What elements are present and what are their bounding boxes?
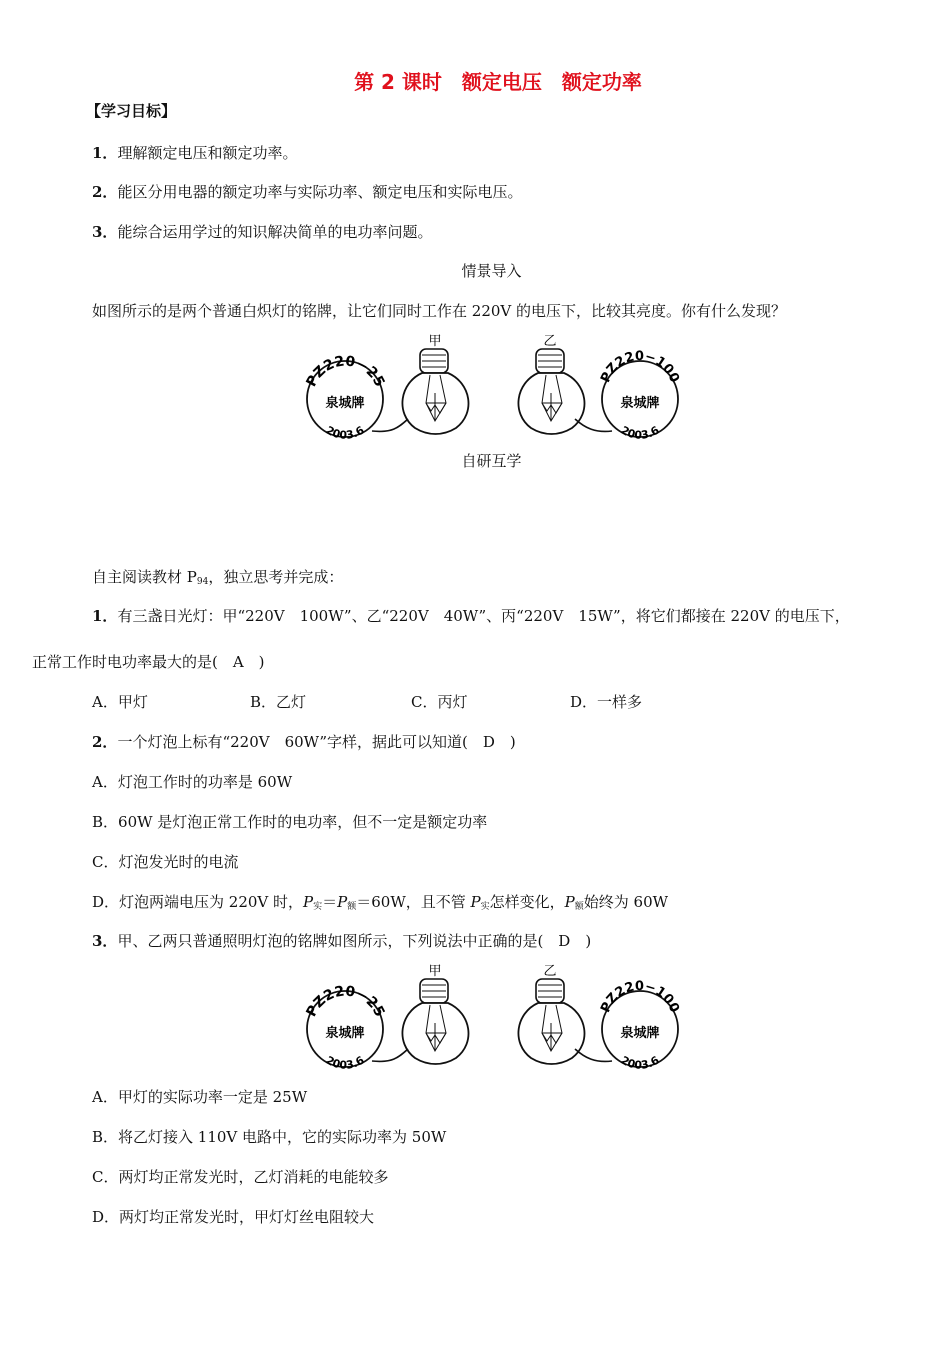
seal-a-model-2: PZ220−25 bbox=[303, 983, 388, 1020]
seal-a-date: 2003.6 bbox=[323, 423, 367, 442]
bulb-a-label-2: 甲 bbox=[428, 964, 442, 979]
objectives-header: 【学习目标】 bbox=[86, 102, 177, 120]
seal-b-model-2: PZ220−100 bbox=[598, 978, 682, 1016]
bulb-b-label: 乙 bbox=[543, 334, 557, 349]
q2-option-b: B．60W 是灯泡正常工作时的电功率，但不一定是额定功率 bbox=[92, 813, 488, 831]
seal-a-model: PZ220−25 bbox=[303, 353, 388, 390]
q1-stem-line2: 正常工作时电功率最大的是( A ) bbox=[32, 653, 265, 671]
seal-b-brand-2: 泉城牌 bbox=[620, 1026, 660, 1041]
seal-b-model: PZ220−100 bbox=[598, 348, 682, 386]
bulb-b-group bbox=[518, 334, 584, 434]
seal-b-group-2 bbox=[598, 979, 682, 1072]
seal-a-group bbox=[303, 353, 387, 441]
q3-option-b: B．将乙灯接入 110V 电路中，它的实际功率为 50W bbox=[92, 1128, 447, 1146]
q3-option-c: C．两灯均正常发光时，乙灯消耗的电能较多 bbox=[92, 1168, 389, 1186]
self-study-instruction: 自主阅读教材 $P_{94}$，独立思考并完成： bbox=[92, 568, 344, 587]
q2-option-c: C．灯泡发光时的电流 bbox=[92, 853, 239, 871]
q3-option-a: A．甲灯的实际功率一定是 25W bbox=[92, 1088, 308, 1106]
seal-b-date-2: 2003.6 bbox=[618, 1053, 662, 1072]
page-title: 第 2 课时 额定电压 额定功率 bbox=[354, 70, 642, 94]
q1-option-b: B．乙灯 bbox=[250, 693, 307, 711]
seal-a-brand-2: 泉城牌 bbox=[325, 1026, 365, 1041]
q1-option-c: C．丙灯 bbox=[411, 693, 468, 711]
bulb-a-group-2 bbox=[402, 964, 468, 1064]
objective-item-3: 3．能综合运用学过的知识解决简单的电功率问题。 bbox=[92, 223, 433, 241]
seal-a-date-2: 2003.6 bbox=[323, 1053, 367, 1072]
q2-option-a: A．灯泡工作时的功率是 60W bbox=[92, 773, 293, 791]
bulb-a-label: 甲 bbox=[428, 334, 442, 349]
seal-b-group bbox=[598, 349, 682, 442]
bulb-nameplate-figure-1 bbox=[300, 333, 690, 445]
self-study-heading: 自研互学 bbox=[461, 452, 522, 470]
bulb-a-group bbox=[402, 334, 468, 434]
q1-option-a: A．甲灯 bbox=[92, 693, 148, 711]
bulb-nameplate-figure-2 bbox=[300, 963, 690, 1075]
seal-a-brand: 泉城牌 bbox=[325, 396, 365, 411]
objective-item-1: 1．理解额定电压和额定功率。 bbox=[92, 144, 298, 162]
q2-stem: 2．一个灯泡上标有“220V 60W”字样，据此可以知道( D ) bbox=[92, 733, 516, 751]
seal-a-group-2 bbox=[303, 983, 387, 1071]
seal-b-brand: 泉城牌 bbox=[620, 396, 660, 411]
bulb-b-label-2: 乙 bbox=[543, 964, 557, 979]
q2-option-d: D．灯泡两端电压为 220V 时，$P_实=P_额=60W$，且不管 $P_实$怎样变化，$P_额$始终为 60W bbox=[92, 893, 669, 912]
q1-stem-line1: 1．有三盏日光灯：甲“220V 100W”、乙“220V 40W”、丙“220V 15W”，将它们都接在 220V 的电压下， bbox=[92, 607, 850, 625]
q1-option-d: D．一样多 bbox=[570, 693, 643, 711]
seal-b-date: 2003.6 bbox=[618, 423, 662, 442]
objective-item-2: 2．能区分用电器的额定功率与实际功率、额定电压和实际电压。 bbox=[92, 183, 523, 201]
bulb-b-group-2 bbox=[518, 964, 584, 1064]
intro-text: 如图所示的是两个普通白炽灯的铭牌，让它们同时工作在 220V 的电压下，比较其亮度。你有什么发现？ bbox=[92, 302, 787, 320]
q3-stem: 3．甲、乙两只普通照明灯泡的铭牌如图所示，下列说法中正确的是( D ) bbox=[92, 932, 592, 950]
intro-heading: 情景导入 bbox=[461, 262, 522, 280]
q3-option-d: D．两灯均正常发光时，甲灯灯丝电阻较大 bbox=[92, 1208, 375, 1226]
